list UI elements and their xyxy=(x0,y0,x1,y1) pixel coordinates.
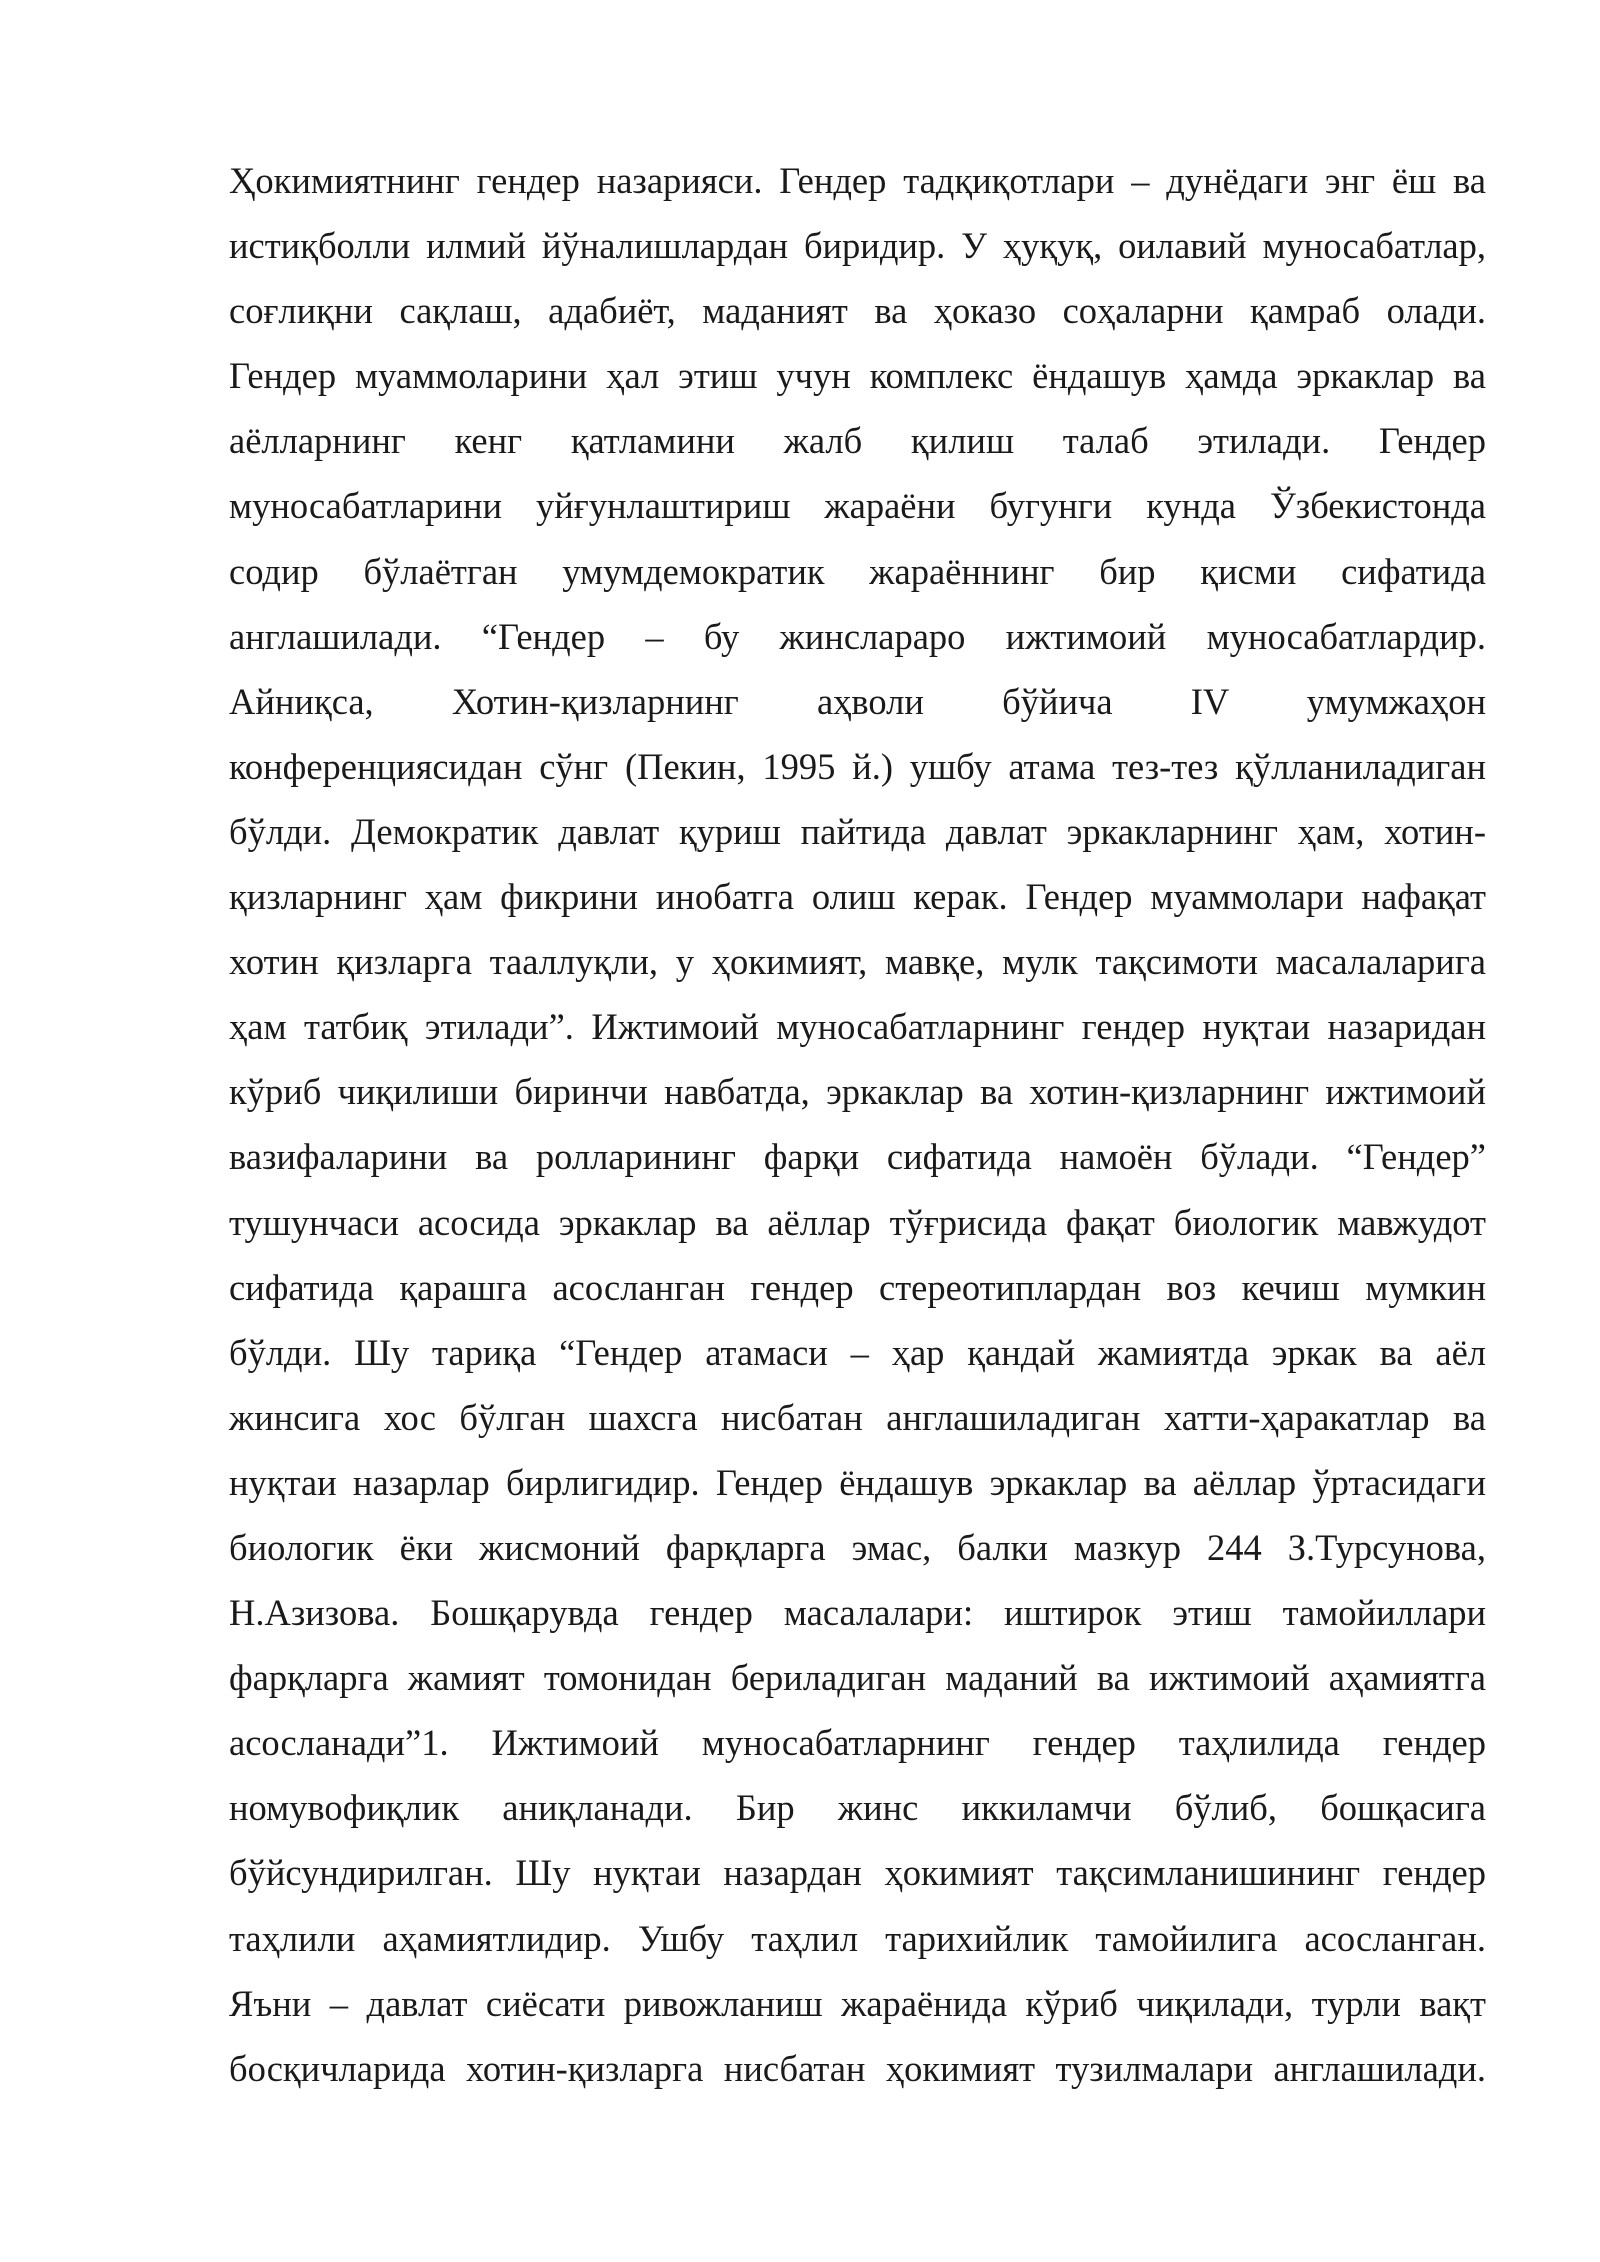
text-line: номувофиқлик аниқланади. Бир жинс иккиламчи бўлиб, бошқасига xyxy=(229,1787,1486,1829)
text-line: тушунчаси асосида эркаклар ва аёллар тўғрисида фақат биологик мавжудот xyxy=(229,1201,1486,1243)
text-line: жинсига хос бўлган шахсга нисбатан англашиладиган хатти-ҳаракатлар ва xyxy=(229,1396,1486,1438)
text-line: Яъни – давлат сиёсати ривожланиш жараёнида кўриб чиқилади, турли вақт xyxy=(229,1982,1486,2024)
text-line: ҳам татбиқ этилади”. Ижтимоий муносабатларнинг гендер нуқтаи назаридан xyxy=(229,1006,1486,1048)
text-line: содир бўлаётган умумдемократик жараённинг бир қисми сифатида xyxy=(229,550,1486,592)
text-line: истиқболли илмий йўналишлардан биридир. У ҳуқуқ, оилавий муносабатлар, xyxy=(229,225,1486,267)
text-line: вазифаларини ва ролларининг фарқи сифатида намоён бўлади. “Гендер” xyxy=(229,1136,1486,1178)
text-line: Гендер муаммоларини ҳал этиш учун комплекс ёндашув ҳамда эркаклар ва xyxy=(229,355,1486,397)
text-line: соғлиқни сақлаш, адабиёт, маданият ва ҳоказо соҳаларни қамраб олади. xyxy=(229,290,1486,332)
text-line: бўлди. Демократик давлат қуриш пайтида давлат эркакларнинг ҳам, хотин- xyxy=(229,810,1486,852)
text-line: таҳлили аҳамиятлидир. Ушбу таҳлил тарихийлик тамойилига асосланган. xyxy=(229,1917,1486,1959)
text-line: босқичларида хотин-қизларга нисбатан ҳокимият тузилмалари англашилади. xyxy=(229,2047,1486,2089)
text-line: аёлларнинг кенг қатламини жалб қилиш талаб этилади. Гендер xyxy=(229,420,1486,462)
text-line: кўриб чиқилиши биринчи навбатда, эркаклар ва хотин-қизларнинг ижтимоий xyxy=(229,1071,1486,1113)
text-line: асосланади”1. Ижтимоий муносабатларнинг гендер таҳлилида гендер xyxy=(229,1722,1486,1764)
text-line: конференциясидан сўнг (Пекин, 1995 й.) ушбу атама тез-тез қўлланиладиган xyxy=(229,745,1486,787)
text-line: сифатида қарашга асосланган гендер стереотиплардан воз кечиш мумкин xyxy=(229,1266,1486,1308)
text-line: бўйсундирилган. Шу нуқтаи назардан ҳокимият тақсимланишининг гендер xyxy=(229,1852,1486,1894)
text-line: қизларнинг ҳам фикрини инобатга олиш керак. Гендер муаммолари нафақат xyxy=(229,876,1486,918)
text-line: Ҳокимиятнинг гендер назарияси. Гендер тадқиқотлари – дунёдаги энг ёш ва xyxy=(229,160,1486,201)
text-line: биологик ёки жисмоний фарқларга эмас, балки мазкур 244 З.Турсунова, xyxy=(229,1526,1486,1568)
text-line: муносабатларини уйғунлаштириш жараёни бугунги кунда Ўзбекистонда xyxy=(229,485,1486,527)
text-line: хотин қизларга тааллуқли, у ҳокимият, мавқе, мулк тақсимоти масалаларига xyxy=(229,941,1486,983)
body-paragraph xyxy=(229,148,1486,2101)
text-line: Н.Азизова. Бошқарувда гендер масалалари: иштирок этиш тамойиллари xyxy=(229,1592,1486,1634)
text-line: фарқларга жамият томонидан бериладиган маданий ва ижтимоий аҳамиятга xyxy=(229,1657,1486,1699)
text-line: бўлди. Шу тариқа “Гендер атамаси – ҳар қандай жамиятда эркак ва аёл xyxy=(229,1331,1486,1373)
text-line: англашилади. “Гендер – бу жинслараро ижтимоий муносабатлардир. xyxy=(229,615,1486,657)
text-line: нуқтаи назарлар бирлигидир. Гендер ёндашув эркаклар ва аёллар ўртасидаги xyxy=(229,1461,1486,1503)
text-line: Айниқса, Хотин-қизларнинг аҳволи бўйича IV умумжаҳон xyxy=(229,680,1486,722)
